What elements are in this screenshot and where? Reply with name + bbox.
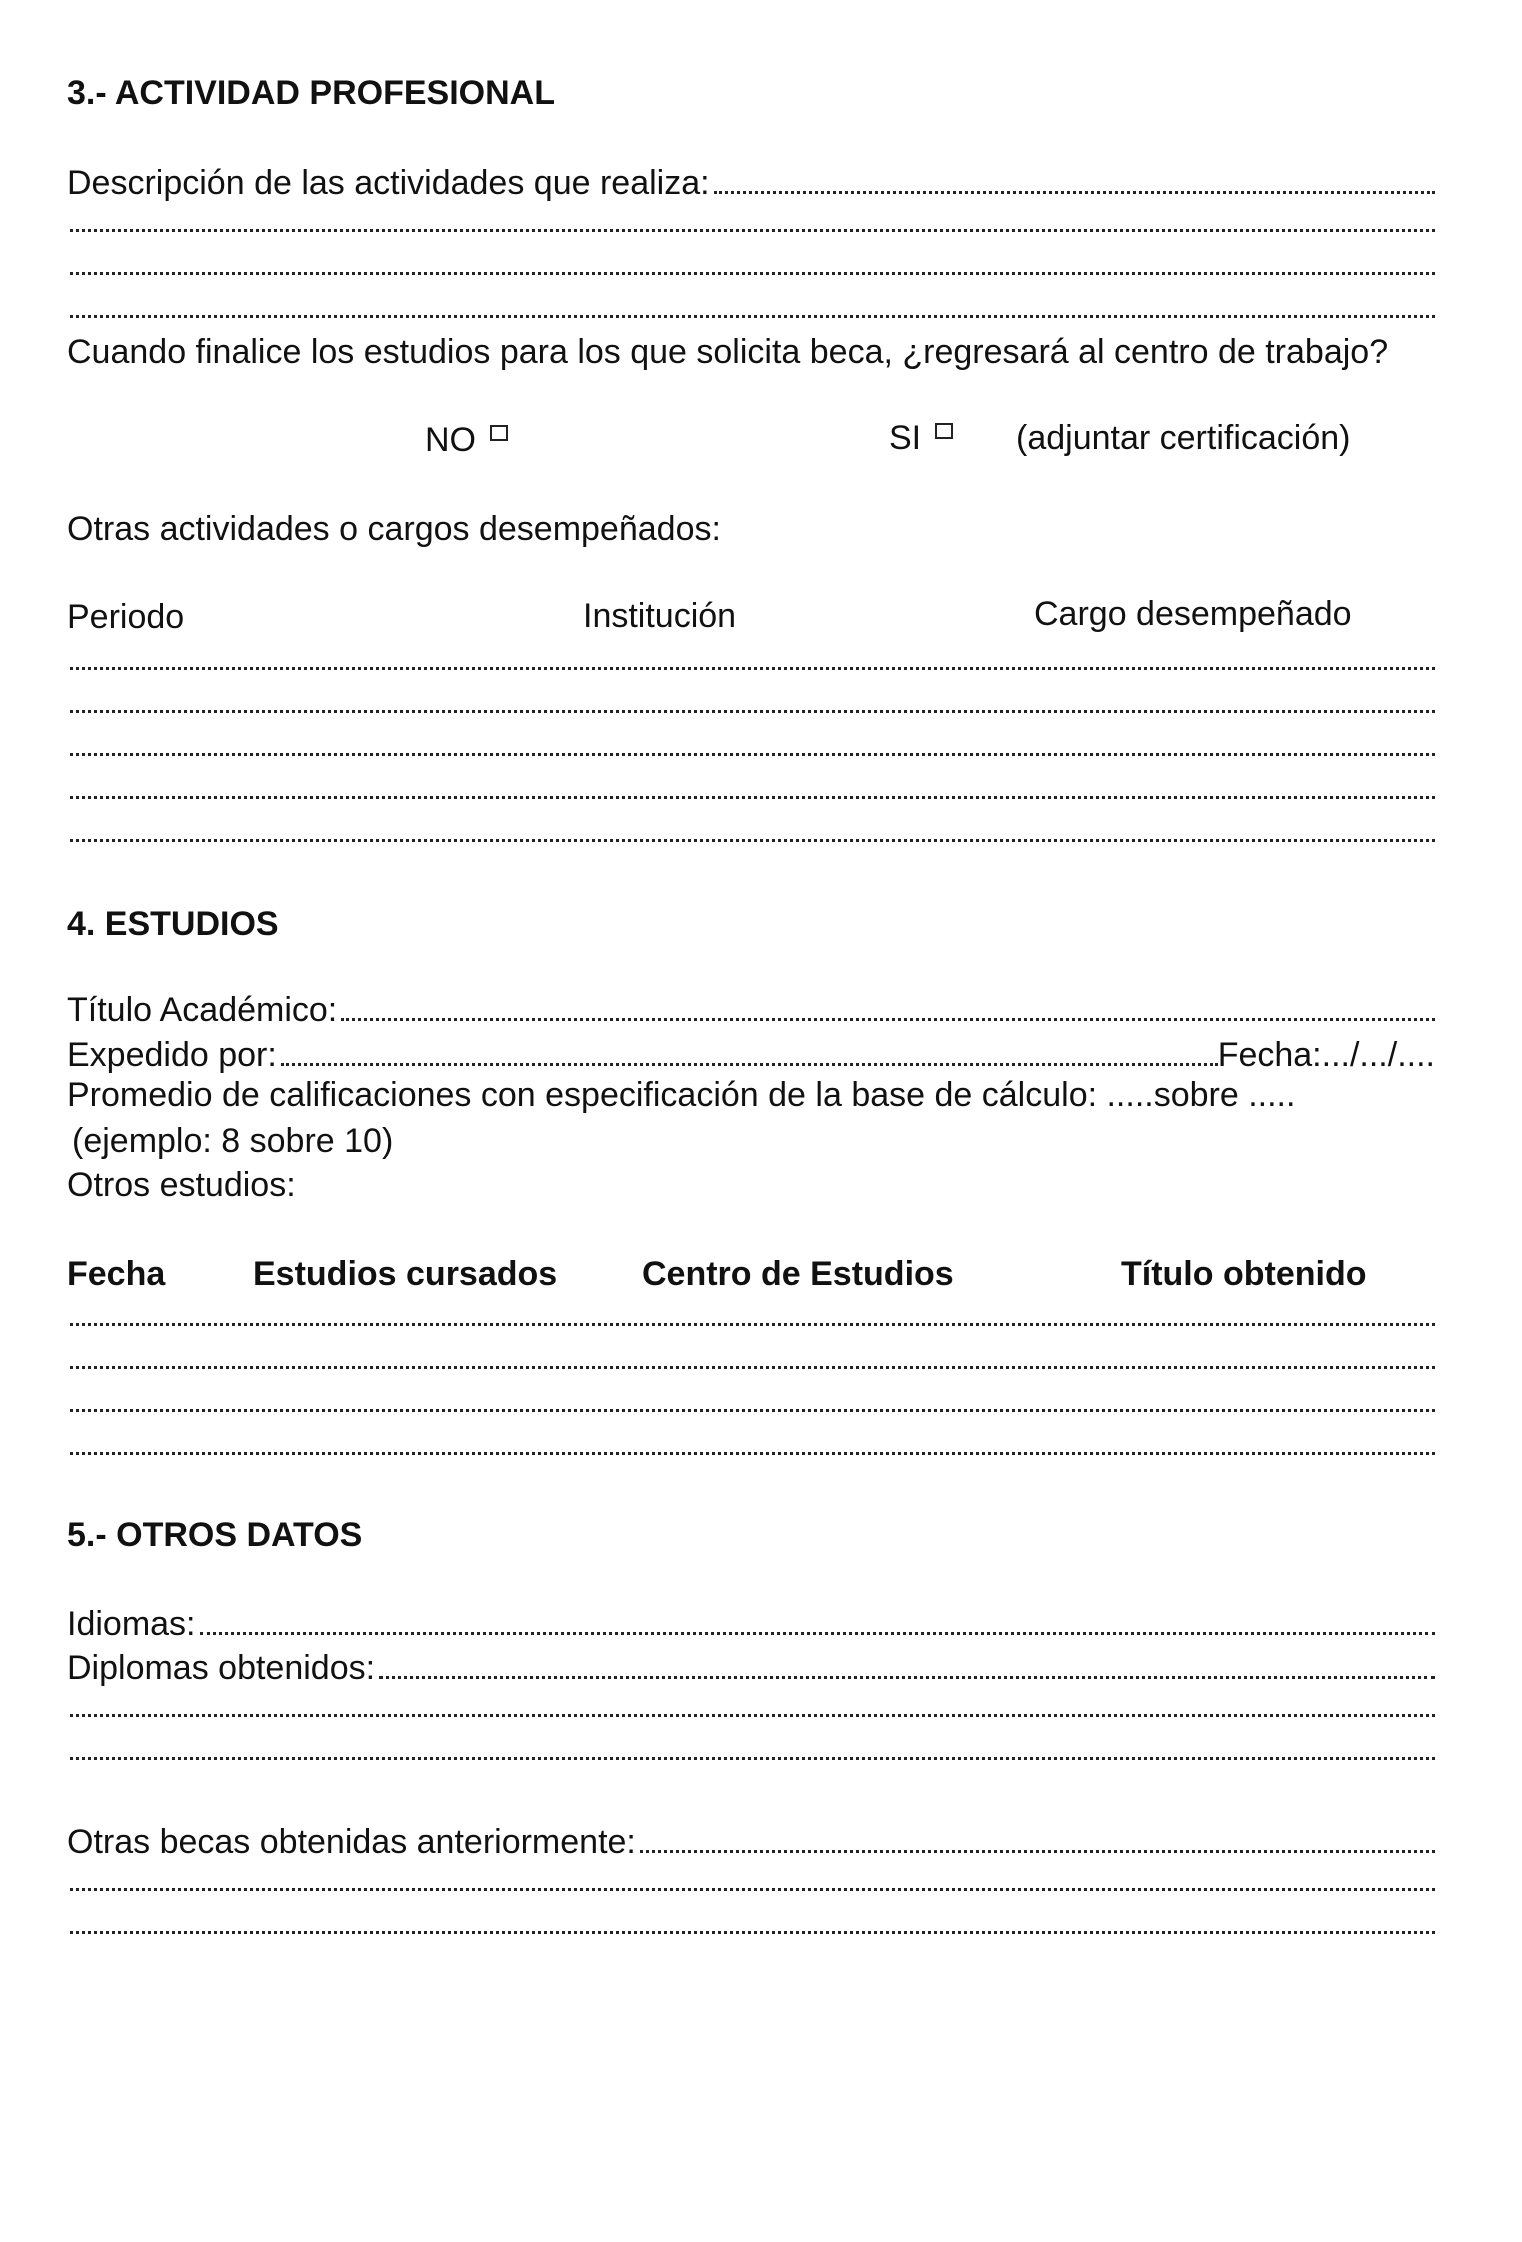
col-estudios-cursados: Estudios cursados (253, 1255, 558, 1293)
diplomas-field[interactable] (379, 1676, 1435, 1679)
estudios-line-4[interactable] (70, 1452, 1435, 1455)
actividad-line-1[interactable] (70, 667, 1435, 670)
idiomas-field[interactable] (200, 1632, 1436, 1635)
idiomas-label: Idiomas: (67, 1605, 196, 1643)
no-checkbox[interactable] (490, 425, 508, 441)
expedido-label: Expedido por: (67, 1036, 277, 1074)
si-checkbox[interactable] (935, 423, 953, 439)
becas-label: Otras becas obtenidas anteriormente: (67, 1823, 636, 1861)
estudios-line-2[interactable] (70, 1366, 1435, 1369)
otras-actividades-label: Otras actividades o cargos desempeñados: (67, 510, 721, 548)
expedido-row (67, 1035, 1435, 1075)
becas-line-2[interactable] (70, 1888, 1435, 1891)
col-fecha: Fecha (67, 1255, 166, 1293)
estudios-line-1[interactable] (70, 1323, 1435, 1326)
col-institucion: Institución (583, 597, 737, 635)
section-3-heading: 3.- ACTIVIDAD PROFESIONAL (67, 74, 555, 112)
diplomas-row (67, 1648, 1435, 1688)
col-cargo: Cargo desempeñado (1034, 595, 1352, 633)
option-si-label: SI (889, 419, 922, 457)
otros-estudios-label: Otros estudios: (67, 1166, 296, 1204)
idiomas-row (67, 1604, 1435, 1644)
col-periodo: Periodo (67, 598, 185, 636)
option-si (889, 418, 953, 458)
descripcion-line-4[interactable] (70, 315, 1435, 318)
section-4-heading: 4. ESTUDIOS (67, 905, 279, 943)
col-titulo-obtenido: Título obtenido (1121, 1255, 1367, 1293)
becas-field[interactable] (640, 1850, 1435, 1853)
promedio-label[interactable]: Promedio de calificaciones con especificación de la base de cálculo: .....sobre ..... (67, 1076, 1296, 1114)
section-5-heading: 5.- OTROS DATOS (67, 1516, 363, 1554)
fecha-label[interactable]: Fecha:.../.../.... (1217, 1036, 1435, 1074)
actividad-line-4[interactable] (70, 796, 1435, 799)
becas-line-3[interactable] (70, 1931, 1435, 1934)
descripcion-row (67, 163, 1435, 203)
descripcion-label: Descripción de las actividades que realiza: (67, 164, 710, 202)
actividad-line-5[interactable] (70, 839, 1435, 842)
titulo-field[interactable] (341, 1018, 1435, 1021)
actividad-line-2[interactable] (70, 710, 1435, 713)
col-centro-estudios: Centro de Estudios (642, 1255, 954, 1293)
descripcion-line-3[interactable] (70, 272, 1435, 275)
titulo-row (67, 990, 1435, 1030)
ejemplo-note: (ejemplo: 8 sobre 10) (72, 1122, 394, 1160)
diplomas-line-3[interactable] (70, 1757, 1435, 1760)
diplomas-label: Diplomas obtenidos: (67, 1649, 376, 1687)
option-no-label: NO (425, 421, 476, 459)
actividad-line-3[interactable] (70, 753, 1435, 756)
diplomas-line-2[interactable] (70, 1714, 1435, 1717)
becas-row (67, 1822, 1435, 1862)
option-no (425, 420, 508, 460)
estudios-line-3[interactable] (70, 1409, 1435, 1412)
titulo-label: Título Académico: (67, 991, 338, 1029)
descripcion-line-2[interactable] (70, 229, 1435, 232)
expedido-field[interactable] (281, 1063, 1218, 1066)
descripcion-field[interactable] (714, 191, 1435, 194)
adjuntar-note: (adjuntar certificación) (1016, 419, 1351, 457)
regreso-question: Cuando finalice los estudios para los que solicita beca, ¿regresará al centro de trabajo? (67, 333, 1389, 371)
